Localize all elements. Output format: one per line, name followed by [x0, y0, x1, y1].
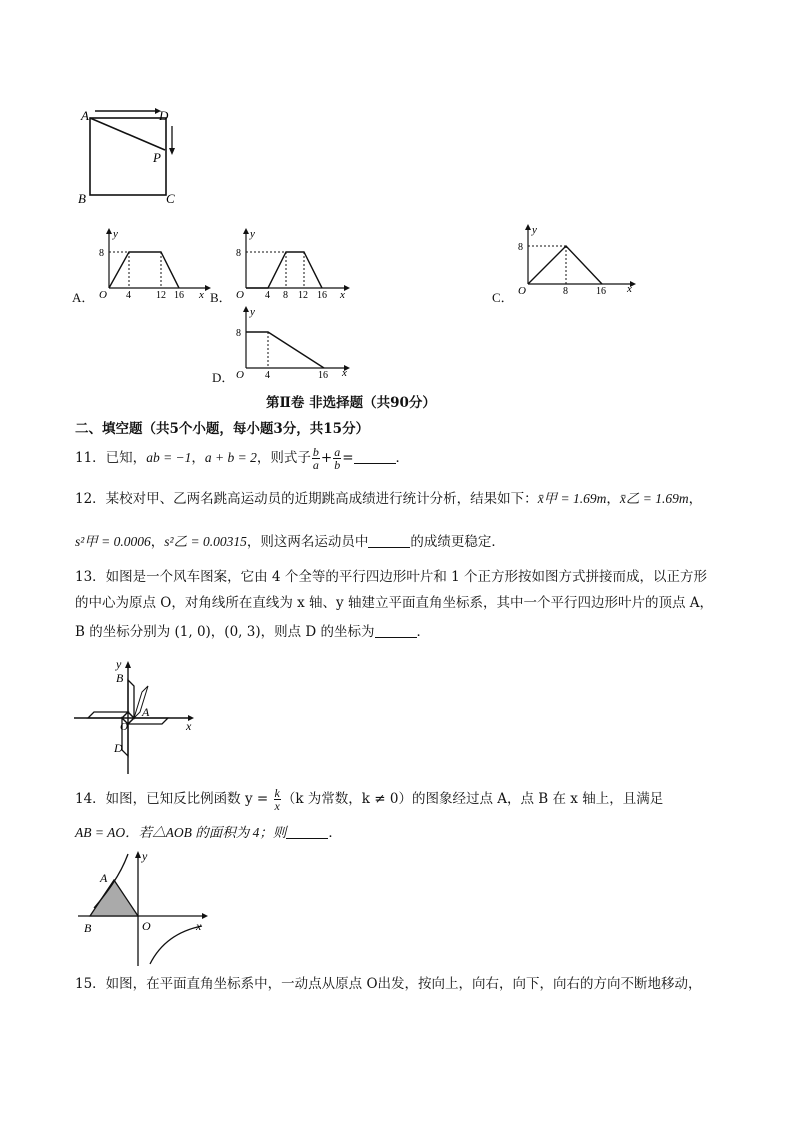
q13-line1: 13．如图是一个风车图案，它由 4 个全等的平行四边形叶片和 1 个正方形按如图方式拼接而成，以正方形	[75, 569, 708, 585]
label-A: A	[81, 108, 89, 123]
part2-heading: 二、填空题（共5个小题，每小题3分，共15分）	[75, 421, 370, 437]
q14-line1	[75, 786, 663, 812]
x-axis-label: x	[342, 367, 347, 379]
option-b-letter[interactable]: B．	[210, 290, 232, 305]
q15-line1: 15．如图，在平面直角坐标系中，一动点从原点 O出发，按向上，向右，向下，向右的方向不断地移动，	[75, 976, 702, 992]
option-a-graph[interactable]	[95, 226, 213, 298]
q12-var-yi: s²乙 = 0.00315	[164, 534, 247, 549]
section-title: 第Ⅱ卷 非选择题（共90分）	[266, 395, 436, 411]
label-D: D	[159, 108, 169, 123]
label-C: C	[166, 191, 175, 206]
q11-frac1: $\frac{b}{a}$	[312, 445, 319, 472]
q13-line3	[75, 622, 430, 642]
q12-end: 的成绩更稳定．	[410, 534, 505, 550]
q11-mid: ，则式子	[256, 450, 311, 466]
x-tick-4: 4	[126, 290, 131, 298]
q14-frac: $\frac{k}{x}$	[274, 786, 280, 813]
y-axis-label: y	[113, 228, 118, 240]
x-axis-label: x	[340, 289, 345, 298]
q11-plus: +	[320, 450, 333, 466]
y-axis-label: y	[532, 224, 537, 236]
q14-answer-blank[interactable]	[286, 824, 328, 839]
option-d-graph[interactable]	[232, 304, 352, 380]
label-A: A	[100, 871, 108, 885]
q14-text: 14．如图，已知反比例函数 y =	[75, 791, 273, 807]
y-tick-8: 8	[99, 248, 104, 259]
q12-comma: ，	[606, 491, 620, 507]
q12-mean-jia: x̄甲 = 1.69m	[537, 491, 607, 506]
label-B: B	[116, 671, 124, 685]
q12-var-jia: s²甲 = 0.0006	[75, 534, 151, 549]
square-abcd-figure	[75, 104, 190, 208]
y-tick-8: 8	[236, 328, 241, 339]
q13-answer-blank[interactable]	[375, 623, 417, 638]
label-B: B	[84, 921, 92, 935]
label-O: O	[120, 721, 128, 733]
inverse-function-figure	[72, 846, 212, 968]
q11-frac2: $\frac{a}{b}$	[334, 445, 341, 472]
y-tick-8: 8	[236, 248, 241, 259]
q12-comma: ，	[688, 491, 703, 507]
x-tick-4: 4	[265, 290, 270, 298]
y-axis-label: y	[250, 228, 255, 240]
q11-end: ．	[395, 450, 410, 466]
q11-cond2: a + b = 2	[204, 450, 257, 465]
q11	[75, 446, 409, 471]
q13-end: ．	[416, 624, 430, 640]
q11-sep: ，	[191, 450, 205, 466]
q13-line2: 的中心为原点 O，对角线所在直线为 x 轴、y 轴建立平面直角坐标系，其中一个平行四边形叶片的顶点 A，	[75, 595, 714, 611]
x-tick-16: 16	[318, 370, 328, 380]
label-P: P	[153, 150, 161, 165]
q11-eq: =	[342, 450, 354, 466]
q12-comma: ，	[150, 534, 165, 550]
x-tick-8: 8	[563, 286, 568, 296]
q12-text: 12．某校对甲、乙两名跳高运动员的近期跳高成绩进行统计分析，结果如下：	[75, 491, 538, 507]
q11-answer-blank[interactable]	[354, 449, 396, 464]
origin-label: O	[99, 289, 107, 298]
x-tick-12: 12	[298, 290, 308, 298]
option-d-letter[interactable]: D．	[212, 370, 235, 385]
label-x: x	[186, 719, 192, 733]
q14-line2	[75, 823, 342, 843]
option-a-letter[interactable]: A．	[72, 290, 95, 305]
y-axis-label: y	[250, 306, 255, 318]
q12-mid: ，则这两名运动员中	[246, 534, 369, 550]
label-A: A	[142, 705, 150, 719]
x-tick-16: 16	[174, 290, 184, 298]
q12-mean-yi: x̄乙 = 1.69m	[619, 491, 689, 506]
windmill-figure	[70, 656, 200, 776]
x-tick-8: 8	[283, 290, 288, 298]
origin-label: O	[518, 285, 526, 296]
label-y: y	[142, 849, 148, 863]
option-b-graph[interactable]	[232, 226, 352, 298]
option-c-letter[interactable]: C．	[492, 290, 514, 305]
x-tick-4: 4	[265, 370, 270, 380]
origin-label: O	[236, 369, 244, 380]
origin-label: O	[236, 289, 244, 298]
q13-line3-text: B 的坐标分别为 (1, 0)，(0, 3)，则点 D 的坐标为	[75, 624, 375, 640]
q14-end: ．	[328, 825, 342, 841]
label-B: B	[78, 191, 86, 206]
q14-text2: （k 为常数，k ≠ 0）的图象经过点 A，点 B 在 x 轴上，且满足	[281, 791, 664, 807]
x-axis-label: x	[627, 283, 632, 295]
label-D: D	[114, 741, 123, 755]
option-c-graph[interactable]	[514, 222, 638, 296]
x-tick-16: 16	[596, 286, 606, 296]
x-tick-16: 16	[317, 290, 327, 298]
x-tick-12: 12	[156, 290, 166, 298]
label-x: x	[196, 919, 202, 933]
x-axis-label: x	[199, 289, 204, 298]
q11-prefix: 11．已知，	[75, 450, 147, 466]
q12-line2	[75, 532, 505, 552]
label-y: y	[116, 657, 122, 671]
label-O: O	[142, 919, 151, 933]
y-tick-8: 8	[518, 242, 523, 253]
q14-line2-text: AB = AO．若△AOB 的面积为 4；则	[75, 825, 287, 840]
q11-cond1: ab = −1	[146, 450, 192, 465]
q12-answer-blank[interactable]	[368, 533, 410, 548]
q12-line1	[75, 489, 702, 509]
